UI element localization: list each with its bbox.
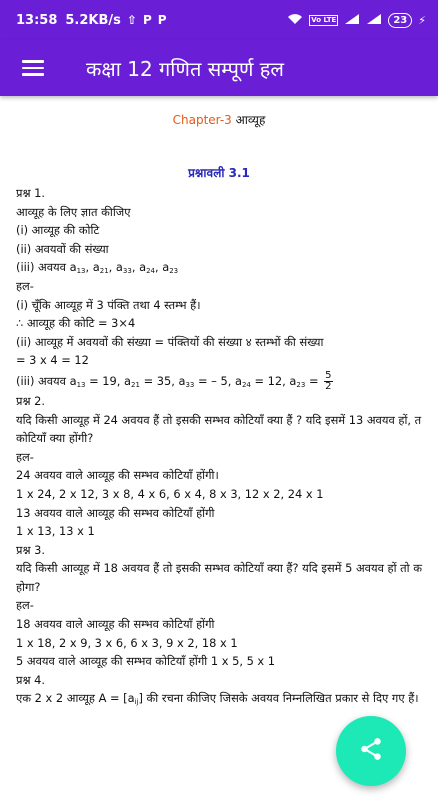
app-bar <box>0 40 438 96</box>
text-line: 1 x 24, 2 x 12, 3 x 8, 4 x 6, 6 x 4, 8 x 3, 12 x 2, 24 x 1 <box>16 486 324 501</box>
text-line: हल- <box>16 449 34 464</box>
signal-icon <box>366 13 382 28</box>
signal-icon <box>344 13 360 28</box>
text-line: (iii) अवयव $a_{13}$, $a_{21}$, $a_{33}$, $a_{24}$, $a_{23}$ <box>16 260 179 276</box>
exercise-title: प्रश्नावली 3.1 <box>188 166 250 180</box>
share-button[interactable] <box>336 716 406 786</box>
notification-p-icon: P <box>142 13 152 27</box>
text-line: (ii) अवयवों की संख्या <box>16 241 109 256</box>
content-area[interactable] <box>0 96 438 800</box>
text-line: प्रश्न 3. <box>16 542 46 557</box>
upload-icon: ⇧ <box>126 13 137 27</box>
battery-indicator: 23 <box>388 13 412 28</box>
volte-icon: Vo LTE <box>311 15 337 24</box>
notification-p-icon: P <box>157 13 167 27</box>
chapter-heading <box>0 111 438 130</box>
text-line: प्रश्न 1. <box>16 186 46 200</box>
text-line: यदि किसी आव्यूह में 18 अवयव हैं तो इसकी सम्भव कोटियाँ क्या हैं? यदि इसमें 5 अवयव हों तो क <box>16 561 422 576</box>
chapter-label: Chapter-3 <box>172 113 232 127</box>
text-line: यदि किसी आव्यूह में 24 अवयव हैं तो इसकी सम्भव कोटियाँ क्या हैं ? यदि इसमें 13 अवयव हों, त <box>16 412 422 427</box>
text-line: 1 x 18, 2 x 9, 3 x 6, 6 x 3, 9 x 2, 18 x 1 <box>16 635 238 650</box>
text-line: होगा? <box>16 579 41 594</box>
status-time: 13:58 <box>16 12 58 28</box>
text-line: प्रश्न 4. <box>16 672 46 687</box>
text-line: कोटियाँ क्या होंगी? <box>16 431 94 446</box>
charging-icon: ⚡ <box>418 13 426 27</box>
text-line: 24 अवयव वाले आव्यूह की सम्भव कोटियाँ होंगी। <box>16 468 219 483</box>
text-line: प्रश्न 2. <box>16 393 46 408</box>
chapter-name: आव्यूह <box>235 113 266 127</box>
text-line: हल- <box>16 598 34 613</box>
wifi-icon <box>287 13 303 28</box>
text-line: 5 अवयव वाले आव्यूह की सम्भव कोटियाँ होंगी 1 x 5, 5 x 1 <box>16 654 276 669</box>
text-line: (i) आव्यूह की कोटि <box>16 223 100 238</box>
text-line: (ii) आव्यूह में अवयवों की संख्या = पंक्तियों की संख्या ४ स्तम्भों की संख्या <box>16 334 324 349</box>
status-right-icons <box>287 13 426 28</box>
share-icon <box>358 736 384 766</box>
text-line: हल- <box>16 278 34 293</box>
status-bar <box>0 0 438 40</box>
text-line: 1 x 13, 13 x 1 <box>16 524 95 539</box>
solution-text <box>16 184 438 708</box>
text-line: = 3 x 4 = 12 <box>16 353 89 368</box>
text-line: ∴ आव्यूह की कोटि = 3×4 <box>16 316 136 331</box>
status-network-speed: 5.2KB/s <box>65 12 121 28</box>
text-line: (iii) अवयव $a_{13} = 19$, $a_{21} = 35$, $a_{33}$ = – 5, $a_{24} = 12$, $a_{23}$ = $\frac{5}{2}$ <box>16 369 332 392</box>
text-line: 18 अवयव वाले आव्यूह की सम्भव कोटियाँ होंगी <box>16 617 215 632</box>
text-line: एक 2 x 2 आव्यूह $A = [a_{ij}]$ की रचना कीजिए जिसके अवयव निम्नलिखित प्रकार से दिए गए हैं। <box>16 691 419 707</box>
text-line: 13 अवयव वाले आव्यूह की सम्भव कोटियाँ होंगी <box>16 505 215 520</box>
hamburger-menu-icon[interactable] <box>22 60 44 76</box>
text-line: (i) चूँकि आव्यूह में 3 पंक्ति तथा 4 स्तम्भ हैं। <box>16 297 201 312</box>
page-title: कक्षा 12 गणित सम्पूर्ण हल <box>86 56 284 81</box>
text-line: आव्यूह के लिए ज्ञात कीजिए <box>16 204 131 219</box>
fraction: $\frac{5}{2}$ <box>325 369 332 392</box>
